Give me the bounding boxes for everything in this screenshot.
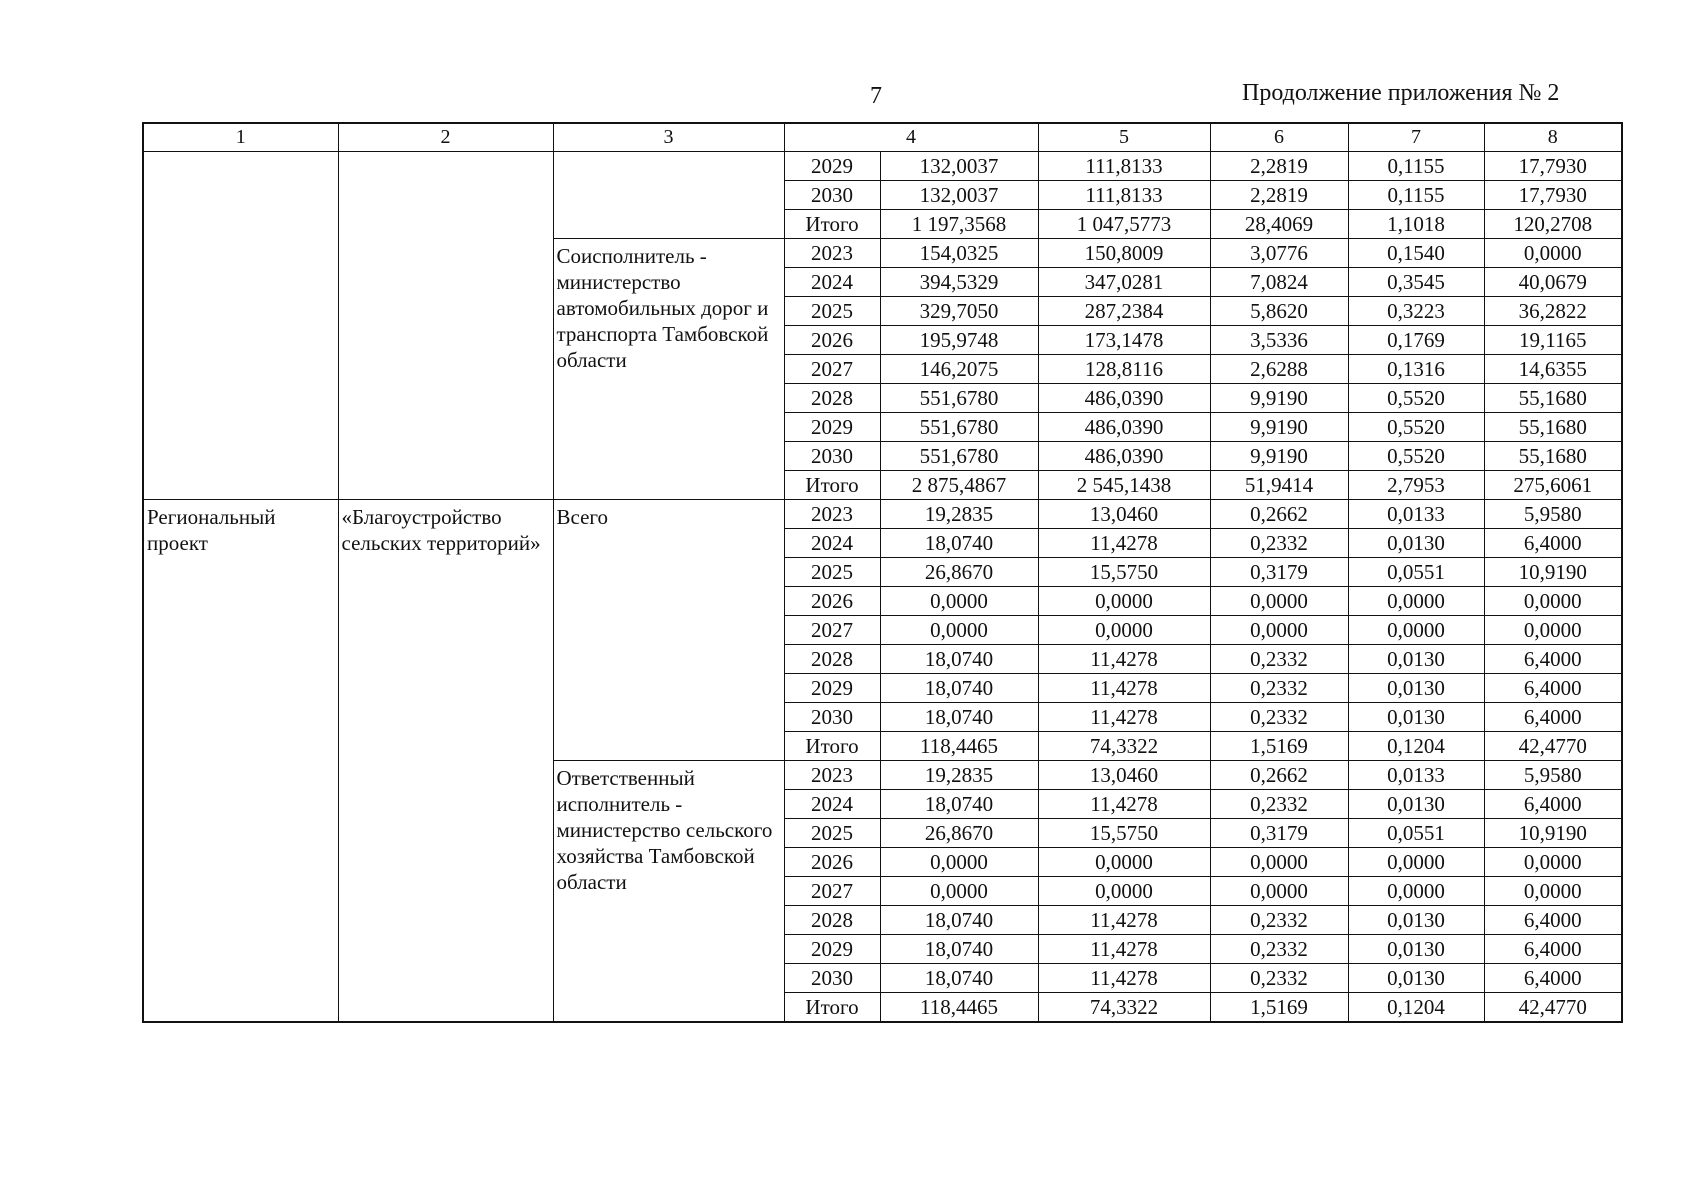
- amount-cell: 0,2332: [1210, 906, 1348, 935]
- amount-cell: 40,0679: [1484, 268, 1622, 297]
- amount-cell: 7,0824: [1210, 268, 1348, 297]
- amount-cell: 132,0037: [880, 152, 1038, 181]
- amount-cell: 18,0740: [880, 674, 1038, 703]
- amount-cell: 118,4465: [880, 993, 1038, 1023]
- project-name-cell: «Благоустройство сельских территорий»: [338, 500, 553, 1023]
- amount-cell: 0,0000: [880, 616, 1038, 645]
- amount-cell: 18,0740: [880, 790, 1038, 819]
- amount-cell: 0,2332: [1210, 935, 1348, 964]
- amount-cell: 51,9414: [1210, 471, 1348, 500]
- amount-cell: 0,0130: [1348, 935, 1484, 964]
- year-cell: 2026: [784, 326, 880, 355]
- amount-cell: 0,5520: [1348, 442, 1484, 471]
- amount-cell: 0,1204: [1348, 993, 1484, 1023]
- amount-cell: 74,3322: [1038, 732, 1210, 761]
- amount-cell: 6,4000: [1484, 703, 1622, 732]
- header-cell-1: 1: [143, 123, 338, 152]
- header-cell-7: 7: [1348, 123, 1484, 152]
- amount-cell: 11,4278: [1038, 906, 1210, 935]
- year-cell: Итого: [784, 471, 880, 500]
- year-cell: 2028: [784, 645, 880, 674]
- amount-cell: 0,0551: [1348, 558, 1484, 587]
- amount-cell: 42,4770: [1484, 732, 1622, 761]
- header-cell-6: 6: [1210, 123, 1348, 152]
- amount-cell: 55,1680: [1484, 413, 1622, 442]
- amount-cell: 6,4000: [1484, 674, 1622, 703]
- amount-cell: 0,0000: [1210, 587, 1348, 616]
- amount-cell: 9,9190: [1210, 384, 1348, 413]
- amount-cell: 18,0740: [880, 964, 1038, 993]
- year-cell: 2030: [784, 964, 880, 993]
- amount-cell: 118,4465: [880, 732, 1038, 761]
- amount-cell: 2,2819: [1210, 152, 1348, 181]
- amount-cell: 0,0000: [1484, 587, 1622, 616]
- amount-cell: 0,0130: [1348, 645, 1484, 674]
- amount-cell: 0,0000: [1484, 239, 1622, 268]
- header-cell-3: 3: [553, 123, 784, 152]
- amount-cell: 111,8133: [1038, 152, 1210, 181]
- amount-cell: 0,0000: [1348, 587, 1484, 616]
- amount-cell: 1,1018: [1348, 210, 1484, 239]
- amount-cell: 1,5169: [1210, 993, 1348, 1023]
- year-cell: 2024: [784, 790, 880, 819]
- amount-cell: 0,0130: [1348, 674, 1484, 703]
- amount-cell: 36,2822: [1484, 297, 1622, 326]
- year-cell: 2024: [784, 268, 880, 297]
- amount-cell: 19,1165: [1484, 326, 1622, 355]
- table-row: [143, 152, 1622, 181]
- year-cell: 2023: [784, 500, 880, 529]
- amount-cell: 6,4000: [1484, 645, 1622, 674]
- amount-cell: 551,6780: [880, 384, 1038, 413]
- amount-cell: 9,9190: [1210, 442, 1348, 471]
- amount-cell: 0,0000: [1348, 616, 1484, 645]
- year-cell: 2024: [784, 529, 880, 558]
- year-cell: 2028: [784, 384, 880, 413]
- amount-cell: 347,0281: [1038, 268, 1210, 297]
- amount-cell: 2,6288: [1210, 355, 1348, 384]
- header-cell-5: 5: [1038, 123, 1210, 152]
- executor-cell: Соисполнитель - министерство автомобильных дорог и транспорта Тамбовской области: [553, 239, 784, 500]
- amount-cell: 28,4069: [1210, 210, 1348, 239]
- amount-cell: 0,0000: [1348, 848, 1484, 877]
- amount-cell: 74,3322: [1038, 993, 1210, 1023]
- year-cell: Итого: [784, 993, 880, 1023]
- amount-cell: 42,4770: [1484, 993, 1622, 1023]
- amount-cell: 0,0000: [1038, 616, 1210, 645]
- amount-cell: 0,0000: [1210, 616, 1348, 645]
- amount-cell: 10,9190: [1484, 819, 1622, 848]
- amount-cell: 486,0390: [1038, 413, 1210, 442]
- amount-cell: 120,2708: [1484, 210, 1622, 239]
- amount-cell: 551,6780: [880, 442, 1038, 471]
- amount-cell: 0,0130: [1348, 906, 1484, 935]
- amount-cell: 0,0130: [1348, 964, 1484, 993]
- amount-cell: 0,1155: [1348, 152, 1484, 181]
- amount-cell: 11,4278: [1038, 935, 1210, 964]
- amount-cell: 0,0551: [1348, 819, 1484, 848]
- amount-cell: 0,2332: [1210, 674, 1348, 703]
- amount-cell: 5,9580: [1484, 500, 1622, 529]
- amount-cell: 0,2662: [1210, 761, 1348, 790]
- amount-cell: 1 047,5773: [1038, 210, 1210, 239]
- year-cell: 2029: [784, 674, 880, 703]
- year-cell: 2026: [784, 587, 880, 616]
- amount-cell: 0,1540: [1348, 239, 1484, 268]
- amount-cell: 486,0390: [1038, 384, 1210, 413]
- amount-cell: 0,0000: [1038, 848, 1210, 877]
- amount-cell: 111,8133: [1038, 181, 1210, 210]
- amount-cell: 55,1680: [1484, 442, 1622, 471]
- amount-cell: 0,0000: [1484, 616, 1622, 645]
- amount-cell: 0,0000: [880, 877, 1038, 906]
- amount-cell: 128,8116: [1038, 355, 1210, 384]
- project-type-cell: [143, 152, 338, 500]
- project-name-cell: [338, 152, 553, 500]
- amount-cell: 0,2332: [1210, 645, 1348, 674]
- amount-cell: 0,0000: [1038, 877, 1210, 906]
- amount-cell: 0,1204: [1348, 732, 1484, 761]
- amount-cell: 0,0000: [880, 587, 1038, 616]
- amount-cell: 0,0133: [1348, 761, 1484, 790]
- amount-cell: 18,0740: [880, 935, 1038, 964]
- amount-cell: 18,0740: [880, 645, 1038, 674]
- amount-cell: 13,0460: [1038, 500, 1210, 529]
- amount-cell: 26,8670: [880, 819, 1038, 848]
- table-body: [143, 123, 1622, 1022]
- amount-cell: 146,2075: [880, 355, 1038, 384]
- year-cell: 2029: [784, 935, 880, 964]
- amount-cell: 275,6061: [1484, 471, 1622, 500]
- amount-cell: 0,0133: [1348, 500, 1484, 529]
- amount-cell: 0,0000: [1210, 877, 1348, 906]
- amount-cell: 0,3179: [1210, 558, 1348, 587]
- amount-cell: 2 545,1438: [1038, 471, 1210, 500]
- amount-cell: 11,4278: [1038, 674, 1210, 703]
- amount-cell: 0,3179: [1210, 819, 1348, 848]
- amount-cell: 329,7050: [880, 297, 1038, 326]
- amount-cell: 15,5750: [1038, 819, 1210, 848]
- amount-cell: 2 875,4867: [880, 471, 1038, 500]
- amount-cell: 0,0000: [880, 848, 1038, 877]
- table-row: [143, 500, 1622, 529]
- amount-cell: 0,0000: [1210, 848, 1348, 877]
- year-cell: 2023: [784, 239, 880, 268]
- year-cell: 2027: [784, 616, 880, 645]
- amount-cell: 0,5520: [1348, 384, 1484, 413]
- amount-cell: 1,5169: [1210, 732, 1348, 761]
- year-cell: 2028: [784, 906, 880, 935]
- amount-cell: 11,4278: [1038, 790, 1210, 819]
- year-cell: 2025: [784, 558, 880, 587]
- amount-cell: 19,2835: [880, 500, 1038, 529]
- amount-cell: 0,1155: [1348, 181, 1484, 210]
- amount-cell: 19,2835: [880, 761, 1038, 790]
- amount-cell: 195,9748: [880, 326, 1038, 355]
- year-cell: 2027: [784, 877, 880, 906]
- page-number: 7: [870, 83, 882, 109]
- amount-cell: 18,0740: [880, 529, 1038, 558]
- amount-cell: 0,5520: [1348, 413, 1484, 442]
- amount-cell: 17,7930: [1484, 152, 1622, 181]
- amount-cell: 0,2662: [1210, 500, 1348, 529]
- amount-cell: 394,5329: [880, 268, 1038, 297]
- header-cell-8: 8: [1484, 123, 1622, 152]
- amount-cell: 3,5336: [1210, 326, 1348, 355]
- amount-cell: 13,0460: [1038, 761, 1210, 790]
- amount-cell: 0,3545: [1348, 268, 1484, 297]
- amount-cell: 132,0037: [880, 181, 1038, 210]
- year-cell: Итого: [784, 210, 880, 239]
- year-cell: 2025: [784, 297, 880, 326]
- amount-cell: 0,0000: [1484, 848, 1622, 877]
- year-cell: 2030: [784, 181, 880, 210]
- amount-cell: 287,2384: [1038, 297, 1210, 326]
- year-cell: 2029: [784, 152, 880, 181]
- amount-cell: 14,6355: [1484, 355, 1622, 384]
- amount-cell: 9,9190: [1210, 413, 1348, 442]
- amount-cell: 6,4000: [1484, 935, 1622, 964]
- amount-cell: 11,4278: [1038, 703, 1210, 732]
- executor-cell: [553, 152, 784, 239]
- amount-cell: 0,0130: [1348, 790, 1484, 819]
- continuation-note: Продолжение приложения № 2: [1242, 80, 1560, 106]
- amount-cell: 150,8009: [1038, 239, 1210, 268]
- amount-cell: 6,4000: [1484, 790, 1622, 819]
- header-row: [143, 123, 1622, 152]
- amount-cell: 0,0000: [1348, 877, 1484, 906]
- amount-cell: 55,1680: [1484, 384, 1622, 413]
- amount-cell: 11,4278: [1038, 645, 1210, 674]
- amount-cell: 6,4000: [1484, 906, 1622, 935]
- amount-cell: 0,0000: [1038, 587, 1210, 616]
- amount-cell: 0,3223: [1348, 297, 1484, 326]
- year-cell: 2030: [784, 703, 880, 732]
- amount-cell: 26,8670: [880, 558, 1038, 587]
- amount-cell: 11,4278: [1038, 964, 1210, 993]
- executor-cell: Ответственный исполнитель - министерство сельского хозяйства Тамбовской области: [553, 761, 784, 1023]
- amount-cell: 154,0325: [880, 239, 1038, 268]
- amount-cell: 18,0740: [880, 703, 1038, 732]
- amount-cell: 2,2819: [1210, 181, 1348, 210]
- executor-cell: Всего: [553, 500, 784, 761]
- project-type-cell: Региональный проект: [143, 500, 338, 1023]
- year-cell: 2023: [784, 761, 880, 790]
- budget-table: [142, 122, 1623, 1023]
- amount-cell: 18,0740: [880, 906, 1038, 935]
- amount-cell: 10,9190: [1484, 558, 1622, 587]
- amount-cell: 0,2332: [1210, 703, 1348, 732]
- year-cell: 2029: [784, 413, 880, 442]
- amount-cell: 0,2332: [1210, 964, 1348, 993]
- header-cell-4: 4: [784, 123, 1038, 152]
- amount-cell: 6,4000: [1484, 529, 1622, 558]
- header-cell-2: 2: [338, 123, 553, 152]
- amount-cell: 5,9580: [1484, 761, 1622, 790]
- amount-cell: 2,7953: [1348, 471, 1484, 500]
- year-cell: Итого: [784, 732, 880, 761]
- amount-cell: 0,1316: [1348, 355, 1484, 384]
- amount-cell: 15,5750: [1038, 558, 1210, 587]
- year-cell: 2025: [784, 819, 880, 848]
- amount-cell: 5,8620: [1210, 297, 1348, 326]
- amount-cell: 173,1478: [1038, 326, 1210, 355]
- year-cell: 2026: [784, 848, 880, 877]
- amount-cell: 11,4278: [1038, 529, 1210, 558]
- amount-cell: 0,1769: [1348, 326, 1484, 355]
- amount-cell: 0,0130: [1348, 703, 1484, 732]
- amount-cell: 3,0776: [1210, 239, 1348, 268]
- amount-cell: 0,2332: [1210, 529, 1348, 558]
- amount-cell: 1 197,3568: [880, 210, 1038, 239]
- amount-cell: 486,0390: [1038, 442, 1210, 471]
- amount-cell: 0,2332: [1210, 790, 1348, 819]
- amount-cell: 17,7930: [1484, 181, 1622, 210]
- year-cell: 2027: [784, 355, 880, 384]
- year-cell: 2030: [784, 442, 880, 471]
- amount-cell: 0,0130: [1348, 529, 1484, 558]
- amount-cell: 0,0000: [1484, 877, 1622, 906]
- amount-cell: 551,6780: [880, 413, 1038, 442]
- amount-cell: 6,4000: [1484, 964, 1622, 993]
